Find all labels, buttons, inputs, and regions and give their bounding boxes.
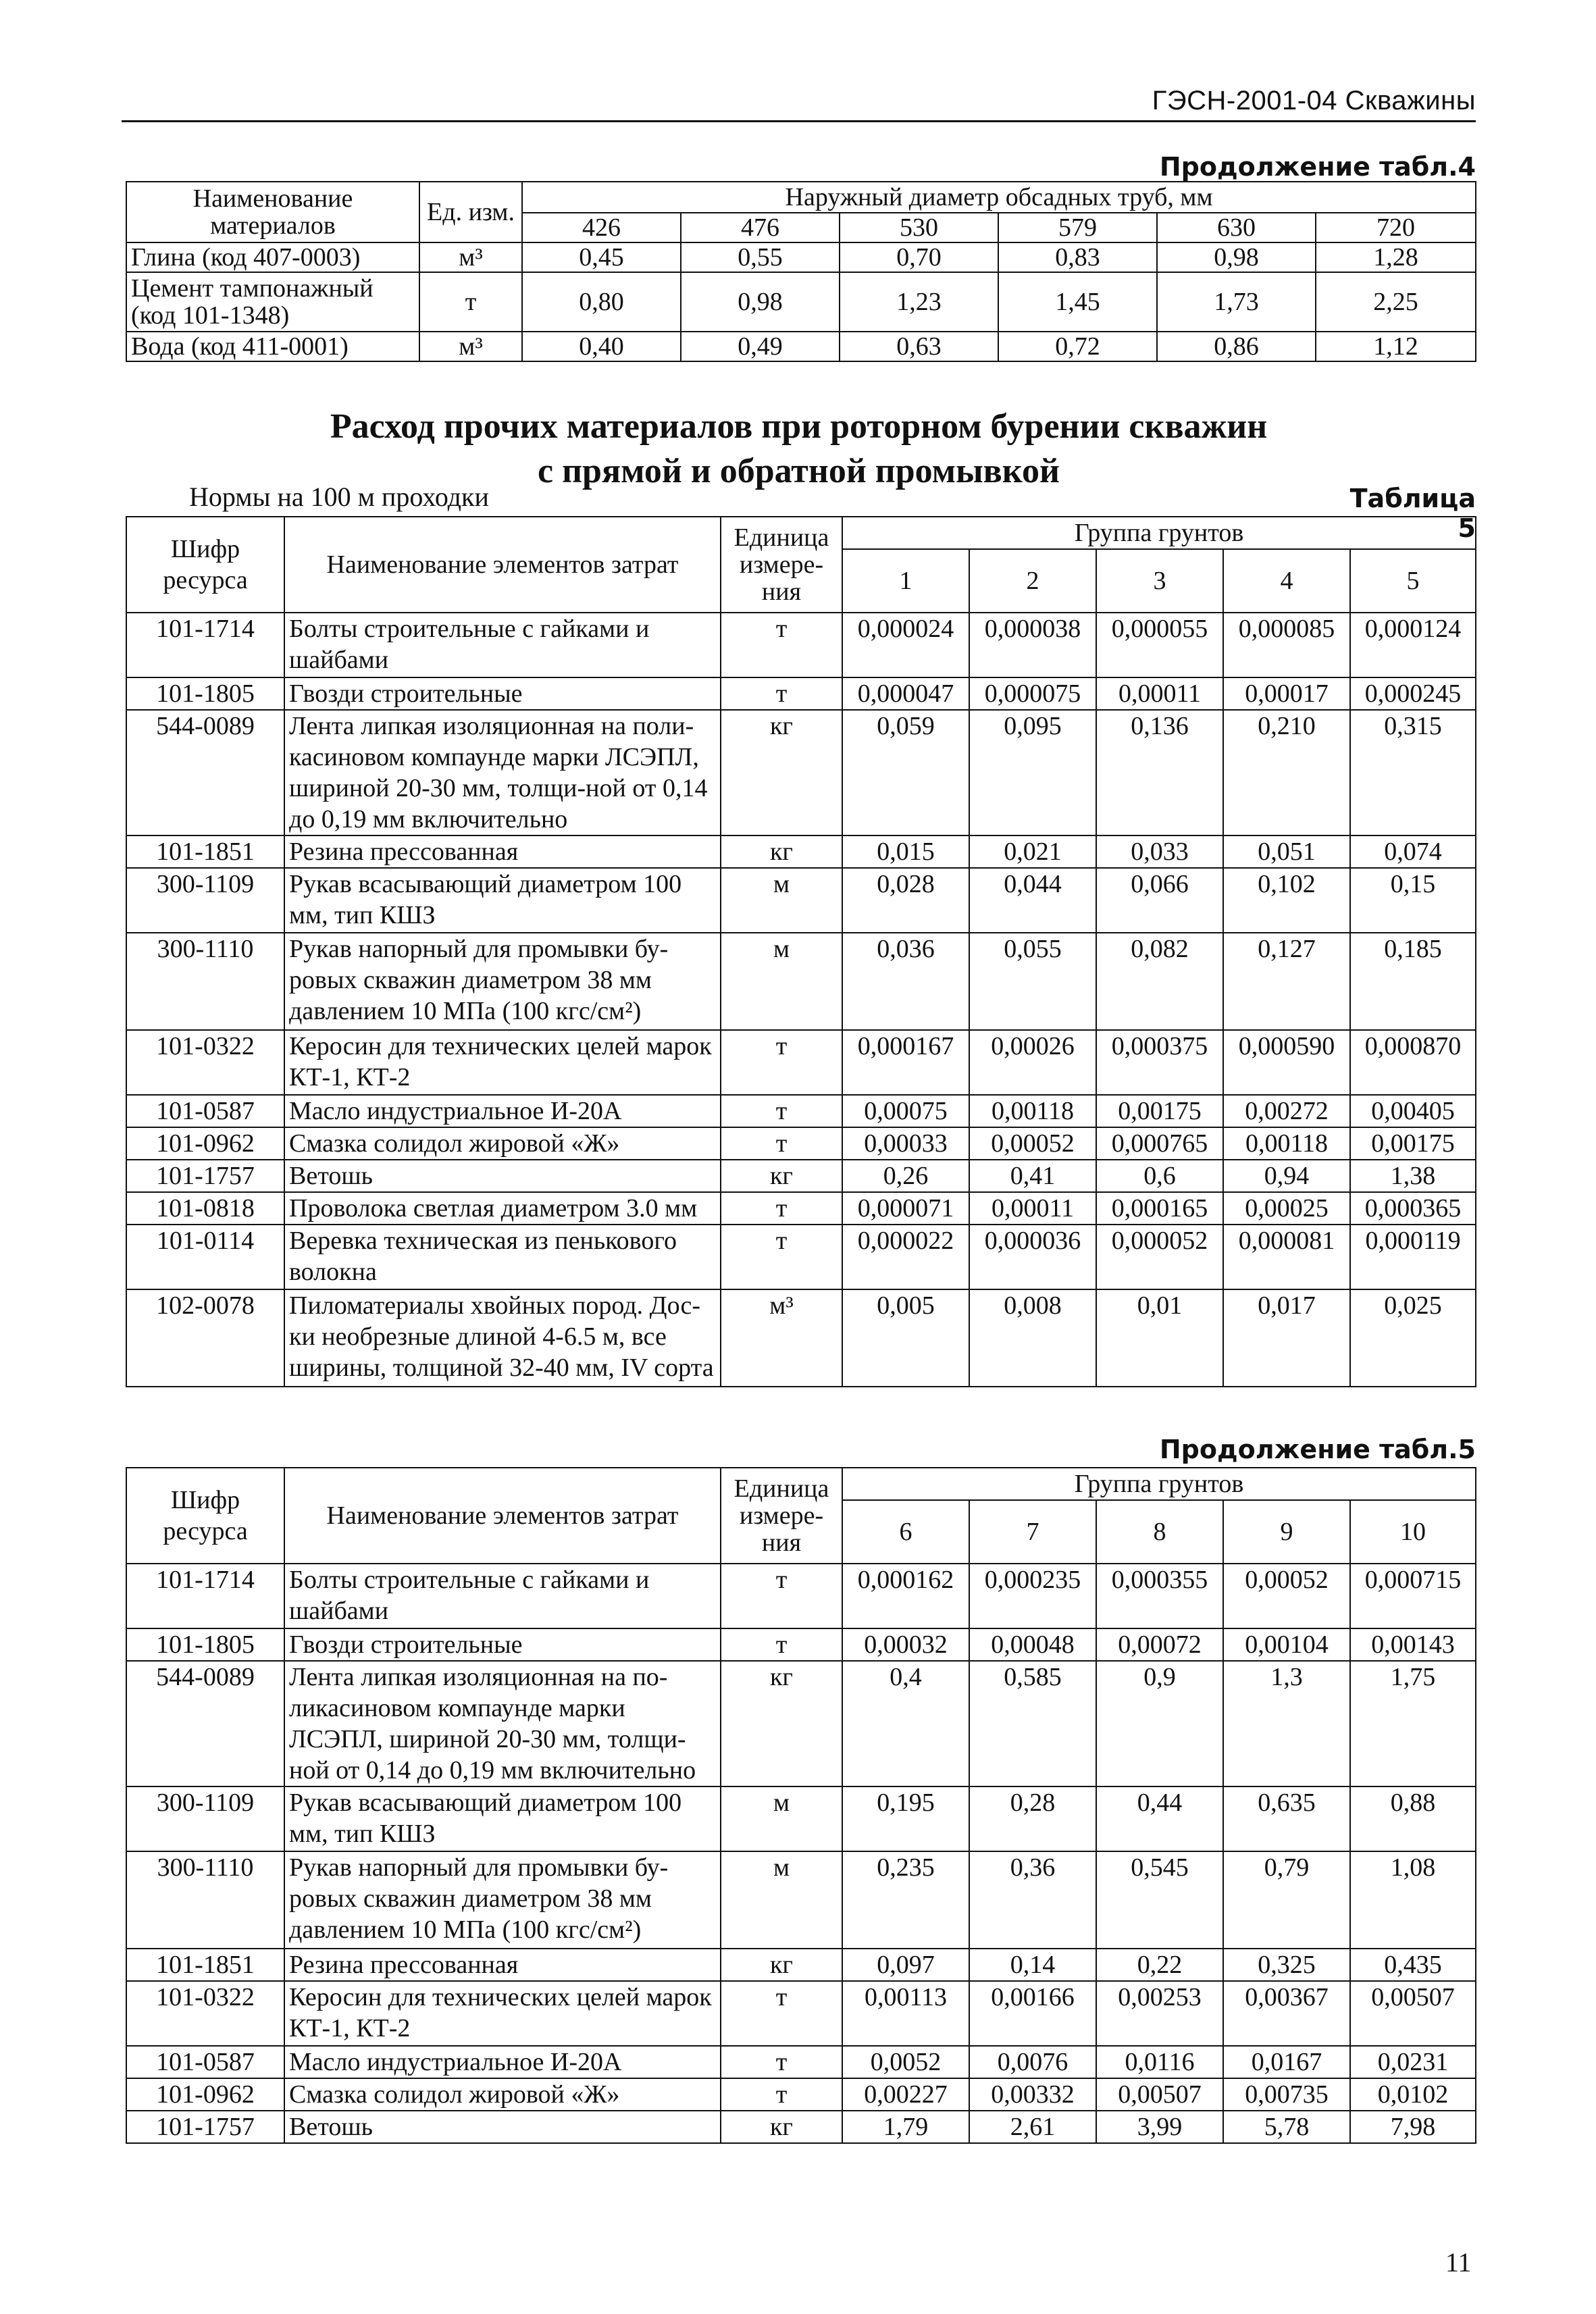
table-row [126, 1289, 1476, 1387]
norm-value: 0,028 [842, 868, 969, 933]
material-value: 0,63 [840, 332, 998, 361]
norm-value: 0,94 [1223, 1160, 1350, 1192]
table5b-h-code: Шифр ресурса [126, 1468, 284, 1564]
table-row [126, 332, 1476, 361]
table4-diameter: 476 [681, 213, 840, 242]
table5b-header-row [126, 1468, 1476, 1500]
norm-value: 0,00048 [969, 1628, 1096, 1661]
norm-value: 0,79 [1223, 1851, 1350, 1949]
resource-code: 101-0322 [126, 1030, 284, 1095]
table5b-h-group: Группа грунтов [842, 1468, 1476, 1500]
norm-value: 0,059 [842, 710, 969, 835]
table-row [126, 1628, 1476, 1661]
material-value: 1,45 [998, 272, 1157, 332]
material-value: 0,98 [681, 272, 840, 332]
unit: т [721, 1192, 842, 1225]
norm-value: 0,000765 [1096, 1127, 1223, 1160]
material-value: 1,12 [1316, 332, 1476, 361]
table5b-h-unit: Единица измере-ния [721, 1468, 842, 1564]
material-value: 0,55 [681, 242, 840, 272]
unit: кг [721, 1661, 842, 1786]
norm-value: 0,036 [842, 933, 969, 1030]
cost-element-name: Керосин для технических целей марок КТ-1, КТ-2 [284, 1981, 721, 2046]
table-row [126, 933, 1476, 1030]
material-value: 0,72 [998, 332, 1157, 361]
norm-value: 0,095 [969, 710, 1096, 835]
norm-value: 0,315 [1350, 710, 1476, 835]
norm-value: 0,097 [842, 1949, 969, 1981]
table5-h-code: Шифр ресурса [126, 517, 284, 613]
resource-code: 101-0962 [126, 1127, 284, 1160]
table-row [126, 835, 1476, 868]
material-value: 1,73 [1157, 272, 1316, 332]
material-value: 0,83 [998, 242, 1157, 272]
cost-element-name: Масло индустриальное И-20А [284, 2046, 721, 2078]
unit: т [721, 1095, 842, 1127]
table5b-group-number: 9 [1223, 1500, 1350, 1564]
material-value: 2,25 [1316, 272, 1476, 332]
table4-continuation: Продолжение табл.4 [1159, 152, 1476, 182]
norm-value: 0,185 [1350, 933, 1476, 1030]
norm-value: 0,00113 [842, 1981, 969, 2046]
table5-group-number: 3 [1096, 549, 1223, 613]
table5-header-row [126, 517, 1476, 549]
table5-h-unit: Единица измере-ния [721, 517, 842, 613]
norm-value: 0,325 [1223, 1949, 1350, 1981]
section-title-line1: Расход прочих материалов при роторном бурении скважин [330, 407, 1268, 446]
norm-value: 0,00507 [1096, 2078, 1223, 2111]
cost-element-name: Резина прессованная [284, 835, 721, 868]
unit: м [721, 1851, 842, 1949]
table5-h-group: Группа грунтов [842, 517, 1476, 549]
norm-value: 0,545 [1096, 1851, 1223, 1949]
norm-value: 0,00118 [1223, 1127, 1350, 1160]
norm-value: 0,6 [1096, 1160, 1223, 1192]
norm-value: 0,025 [1350, 1289, 1476, 1387]
resource-code: 101-0587 [126, 2046, 284, 2078]
resource-code: 101-1851 [126, 835, 284, 868]
norm-value: 0,9 [1096, 1661, 1223, 1786]
table-row [126, 1981, 1476, 2046]
table5b-group-number: 10 [1350, 1500, 1476, 1564]
unit: т [721, 2078, 842, 2111]
resource-code: 101-0587 [126, 1095, 284, 1127]
table5b-group-number: 7 [969, 1500, 1096, 1564]
table5-continued [126, 1467, 1476, 2144]
norm-value: 0,00253 [1096, 1981, 1223, 2046]
material-name: Глина (код 407-0003) [126, 242, 419, 272]
norm-value: 0,000355 [1096, 1564, 1223, 1628]
norm-value: 0,00272 [1223, 1095, 1350, 1127]
norm-value: 0,000071 [842, 1192, 969, 1225]
norm-value: 0,00026 [969, 1030, 1096, 1095]
norm-value: 0,4 [842, 1661, 969, 1786]
norm-value: 0,22 [1096, 1949, 1223, 1981]
material-value: 1,23 [840, 272, 998, 332]
unit: т [721, 2046, 842, 2078]
norm-value: 0,0167 [1223, 2046, 1350, 2078]
resource-code: 544-0089 [126, 710, 284, 835]
unit: т [721, 1225, 842, 1289]
cost-element-name: Рукав всасывающий диаметром 100 мм, тип КШЗ [284, 1786, 721, 1851]
norm-value: 0,000081 [1223, 1225, 1350, 1289]
norm-value: 0,000165 [1096, 1192, 1223, 1225]
cost-element-name: Болты строительные с гайками и шайбами [284, 613, 721, 677]
norm-value: 0,00367 [1223, 1981, 1350, 2046]
resource-code: 101-1714 [126, 613, 284, 677]
table5b-h-name: Наименование элементов затрат [284, 1468, 721, 1564]
resource-code: 101-1757 [126, 2111, 284, 2143]
cost-element-name: Рукав напорный для промывки бу-ровых скважин диаметром 38 мм давлением 10 МПа (100 кгс/см²) [284, 1851, 721, 1949]
table-row [126, 1225, 1476, 1289]
norm-value: 0,00011 [969, 1192, 1096, 1225]
cost-element-name: Проволока светлая диаметром 3.0 мм [284, 1192, 721, 1225]
table5-h-name: Наименование элементов затрат [284, 517, 721, 613]
section-title-line2: с прямой и обратной промывкой [537, 452, 1060, 490]
norm-value: 0,00175 [1350, 1127, 1476, 1160]
norm-value: 0,000075 [969, 677, 1096, 710]
unit: кг [721, 1949, 842, 1981]
norm-value: 0,074 [1350, 835, 1476, 868]
table4-diameter: 720 [1316, 213, 1476, 242]
table-row [126, 272, 1476, 332]
table4-diameter: 426 [522, 213, 681, 242]
unit: т [721, 613, 842, 677]
table5-label: Таблица 5 [1349, 484, 1476, 543]
norm-value: 0,44 [1096, 1786, 1223, 1851]
material-value: 0,70 [840, 242, 998, 272]
norm-value: 0,000038 [969, 613, 1096, 677]
table-row [126, 242, 1476, 272]
norm-value: 0,021 [969, 835, 1096, 868]
unit: т [721, 1127, 842, 1160]
resource-code: 101-0962 [126, 2078, 284, 2111]
norm-value: 0,008 [969, 1289, 1096, 1387]
unit: т [721, 1628, 842, 1661]
cost-element-name: Рукав напорный для промывки бу-ровых скважин диаметром 38 мм давлением 10 МПа (100 кгс/см²) [284, 933, 721, 1030]
unit: т [721, 1981, 842, 2046]
norm-value: 0,000119 [1350, 1225, 1476, 1289]
norm-value: 0,000124 [1350, 613, 1476, 677]
norm-value: 0,00075 [842, 1095, 969, 1127]
table5 [126, 516, 1476, 1387]
table5-group-number: 2 [969, 549, 1096, 613]
page-header [122, 80, 1476, 122]
norm-value: 0,000365 [1350, 1192, 1476, 1225]
table4-header [126, 182, 1476, 242]
norm-value: 0,435 [1350, 1949, 1476, 1981]
norm-value: 0,000375 [1096, 1030, 1223, 1095]
resource-code: 101-1757 [126, 1160, 284, 1192]
cost-element-name: Масло индустриальное И-20А [284, 1095, 721, 1127]
norm-value: 0,00052 [969, 1127, 1096, 1160]
table-row [126, 1127, 1476, 1160]
material-name: Вода (код 411-0001) [126, 332, 419, 361]
norm-value: 0,0231 [1350, 2046, 1476, 2078]
norm-value: 0,0102 [1350, 2078, 1476, 2111]
cost-element-name: Веревка техническая из пенькового волокна [284, 1225, 721, 1289]
norm-value: 0,14 [969, 1949, 1096, 1981]
norm-value: 0,102 [1223, 868, 1350, 933]
norm-value: 0,15 [1350, 868, 1476, 933]
norm-value: 0,26 [842, 1160, 969, 1192]
material-unit: м³ [419, 332, 522, 361]
norm-value: 0,195 [842, 1786, 969, 1851]
table4-diameter: 579 [998, 213, 1157, 242]
table-row [126, 1786, 1476, 1851]
resource-code: 300-1110 [126, 1851, 284, 1949]
table4-h-group: Наружный диаметр обсадных труб, мм [522, 182, 1476, 213]
norm-value: 0,88 [1350, 1786, 1476, 1851]
table-row [126, 1661, 1476, 1786]
norm-value: 0,00175 [1096, 1095, 1223, 1127]
table5-group-number: 5 [1350, 549, 1476, 613]
norm-value: 0,044 [969, 868, 1096, 933]
norms-label: Нормы на 100 м проходки [189, 482, 489, 512]
table-row [126, 1949, 1476, 1981]
unit: кг [721, 710, 842, 835]
cost-element-name: Болты строительные с гайками и шайбами [284, 1564, 721, 1628]
norm-value: 0,017 [1223, 1289, 1350, 1387]
resource-code: 101-1851 [126, 1949, 284, 1981]
cost-element-name: Резина прессованная [284, 1949, 721, 1981]
resource-code: 101-0322 [126, 1981, 284, 2046]
resource-code: 101-1805 [126, 1628, 284, 1661]
unit: м³ [721, 1289, 842, 1387]
unit: кг [721, 1160, 842, 1192]
table-row [126, 710, 1476, 835]
norm-value: 0,0052 [842, 2046, 969, 2078]
material-value: 1,28 [1316, 242, 1476, 272]
unit: м [721, 933, 842, 1030]
table5-body [126, 613, 1476, 1387]
cost-element-name: Ветошь [284, 2111, 721, 2143]
document-code: ГЭСН-2001-04 Скважины [1152, 86, 1476, 115]
table5-continuation: Продолжение табл.5 [1159, 1435, 1476, 1464]
table4 [126, 181, 1476, 362]
norm-value: 0,000235 [969, 1564, 1096, 1628]
norm-value: 0,585 [969, 1661, 1096, 1786]
norm-value: 3,99 [1096, 2111, 1223, 2143]
table5-header [126, 517, 1476, 613]
norm-value: 0,00166 [969, 1981, 1096, 2046]
norm-value: 0,00227 [842, 2078, 969, 2111]
resource-code: 101-0818 [126, 1192, 284, 1225]
material-unit: т [419, 272, 522, 332]
resource-code: 101-1714 [126, 1564, 284, 1628]
norm-value: 0,000052 [1096, 1225, 1223, 1289]
table4-h-name: Наименование материалов [126, 182, 419, 242]
cost-element-name: Лента липкая изоляционная на поли-касиновом компаунде марки ЛСЭПЛ, шириной 20-30 мм, толщи-ной от 0,14 до 0,19 мм включительно [284, 710, 721, 835]
norm-value: 0,00332 [969, 2078, 1096, 2111]
unit: кг [721, 2111, 842, 2143]
table5b-group-number: 8 [1096, 1500, 1223, 1564]
norm-value: 0,210 [1223, 710, 1350, 835]
material-unit: м³ [419, 242, 522, 272]
norm-value: 5,78 [1223, 2111, 1350, 2143]
norm-value: 0,00032 [842, 1628, 969, 1661]
norm-value: 0,01 [1096, 1289, 1223, 1387]
table-row [126, 1192, 1476, 1225]
norm-value: 0,635 [1223, 1786, 1350, 1851]
material-name: Цемент тампонажный (код 101-1348) [126, 272, 419, 332]
norm-value: 0,36 [969, 1851, 1096, 1949]
cost-element-name: Лента липкая изоляционная на по-ликасиновом компаунде марки ЛСЭПЛ, шириной 20-30 мм, толщи-ной от 0,14 до 0,19 мм включительно [284, 1661, 721, 1786]
table4-diameter: 630 [1157, 213, 1316, 242]
norm-value: 0,000055 [1096, 613, 1223, 677]
cost-element-name: Смазка солидол жировой «Ж» [284, 1127, 721, 1160]
norm-value: 0,015 [842, 835, 969, 868]
cost-element-name: Ветошь [284, 1160, 721, 1192]
table5b-group-number: 6 [842, 1500, 969, 1564]
norm-value: 0,00405 [1350, 1095, 1476, 1127]
table-row [126, 1851, 1476, 1949]
cost-element-name: Пиломатериалы хвойных пород. Дос-ки необрезные длиной 4-6.5 м, все ширины, толщиной 32-40 мм, IV сорта [284, 1289, 721, 1387]
norm-value: 0,00118 [969, 1095, 1096, 1127]
cost-element-name: Гвозди строительные [284, 677, 721, 710]
norm-value: 0,000047 [842, 677, 969, 710]
table-row [126, 1030, 1476, 1095]
norm-value: 0,033 [1096, 835, 1223, 868]
norm-value: 0,000590 [1223, 1030, 1350, 1095]
table5b-body [126, 1564, 1476, 2143]
norm-value: 0,005 [842, 1289, 969, 1387]
norm-value: 0,00507 [1350, 1981, 1476, 2046]
table-row [126, 868, 1476, 933]
norm-value: 0,082 [1096, 933, 1223, 1030]
norm-value: 2,61 [969, 2111, 1096, 2143]
norm-value: 0,0116 [1096, 2046, 1223, 2078]
material-value: 0,98 [1157, 242, 1316, 272]
table5-group-number: 4 [1223, 549, 1350, 613]
norm-value: 0,00104 [1223, 1628, 1350, 1661]
cost-element-name: Керосин для технических целей марок КТ-1, КТ-2 [284, 1030, 721, 1095]
norm-value: 7,98 [1350, 2111, 1476, 2143]
norm-value: 0,000036 [969, 1225, 1096, 1289]
norm-value: 0,136 [1096, 710, 1223, 835]
norm-value: 0,000024 [842, 613, 969, 677]
norm-value: 1,3 [1223, 1661, 1350, 1786]
resource-code: 102-0078 [126, 1289, 284, 1387]
cost-element-name: Гвозди строительные [284, 1628, 721, 1661]
norm-value: 0,00052 [1223, 1564, 1350, 1628]
norm-value: 0,127 [1223, 933, 1350, 1030]
norm-value: 0,000085 [1223, 613, 1350, 677]
table-row [126, 1095, 1476, 1127]
unit: м [721, 1786, 842, 1851]
norm-value: 0,00033 [842, 1127, 969, 1160]
page-number: 11 [1445, 2247, 1472, 2278]
resource-code: 101-1805 [126, 677, 284, 710]
norm-value: 1,08 [1350, 1851, 1476, 1949]
norm-value: 0,051 [1223, 835, 1350, 868]
norm-value: 0,00011 [1096, 677, 1223, 710]
resource-code: 101-0114 [126, 1225, 284, 1289]
table5b-header [126, 1468, 1476, 1564]
table-row [126, 1160, 1476, 1192]
table-row [126, 1564, 1476, 1628]
table4-body [126, 242, 1476, 361]
norm-value: 1,79 [842, 2111, 969, 2143]
norm-value: 0,000715 [1350, 1564, 1476, 1628]
material-value: 0,40 [522, 332, 681, 361]
material-value: 0,86 [1157, 332, 1316, 361]
material-value: 0,45 [522, 242, 681, 272]
table-row [126, 613, 1476, 677]
unit: т [721, 1564, 842, 1628]
table5-group-number: 1 [842, 549, 969, 613]
norm-value: 0,0076 [969, 2046, 1096, 2078]
table-row [126, 2078, 1476, 2111]
norm-value: 0,000162 [842, 1564, 969, 1628]
resource-code: 300-1109 [126, 868, 284, 933]
norm-value: 0,066 [1096, 868, 1223, 933]
norm-value: 0,41 [969, 1160, 1096, 1192]
norm-value: 0,000022 [842, 1225, 969, 1289]
norm-value: 1,38 [1350, 1160, 1476, 1192]
norm-value: 0,000870 [1350, 1030, 1476, 1095]
resource-code: 300-1110 [126, 933, 284, 1030]
norm-value: 0,235 [842, 1851, 969, 1949]
norm-value: 0,00735 [1223, 2078, 1350, 2111]
table-row [126, 2111, 1476, 2143]
unit: т [721, 677, 842, 710]
norm-value: 0,000245 [1350, 677, 1476, 710]
table-row [126, 2046, 1476, 2078]
unit: т [721, 1030, 842, 1095]
material-value: 0,80 [522, 272, 681, 332]
norm-value: 0,00143 [1350, 1628, 1476, 1661]
norm-value: 1,75 [1350, 1661, 1476, 1786]
resource-code: 544-0089 [126, 1661, 284, 1786]
norm-value: 0,00017 [1223, 677, 1350, 710]
norm-value: 0,00025 [1223, 1192, 1350, 1225]
norm-value: 0,28 [969, 1786, 1096, 1851]
norm-value: 0,055 [969, 933, 1096, 1030]
table4-diameter: 530 [840, 213, 998, 242]
cost-element-name: Смазка солидол жировой «Ж» [284, 2078, 721, 2111]
norm-value: 0,00072 [1096, 1628, 1223, 1661]
unit: кг [721, 835, 842, 868]
table-row [126, 677, 1476, 710]
cost-element-name: Рукав всасывающий диаметром 100 мм, тип КШЗ [284, 868, 721, 933]
norm-value: 0,000167 [842, 1030, 969, 1095]
resource-code: 300-1109 [126, 1786, 284, 1851]
table4-h-unit: Ед. изм. [419, 182, 522, 242]
material-value: 0,49 [681, 332, 840, 361]
unit: м [721, 868, 842, 933]
